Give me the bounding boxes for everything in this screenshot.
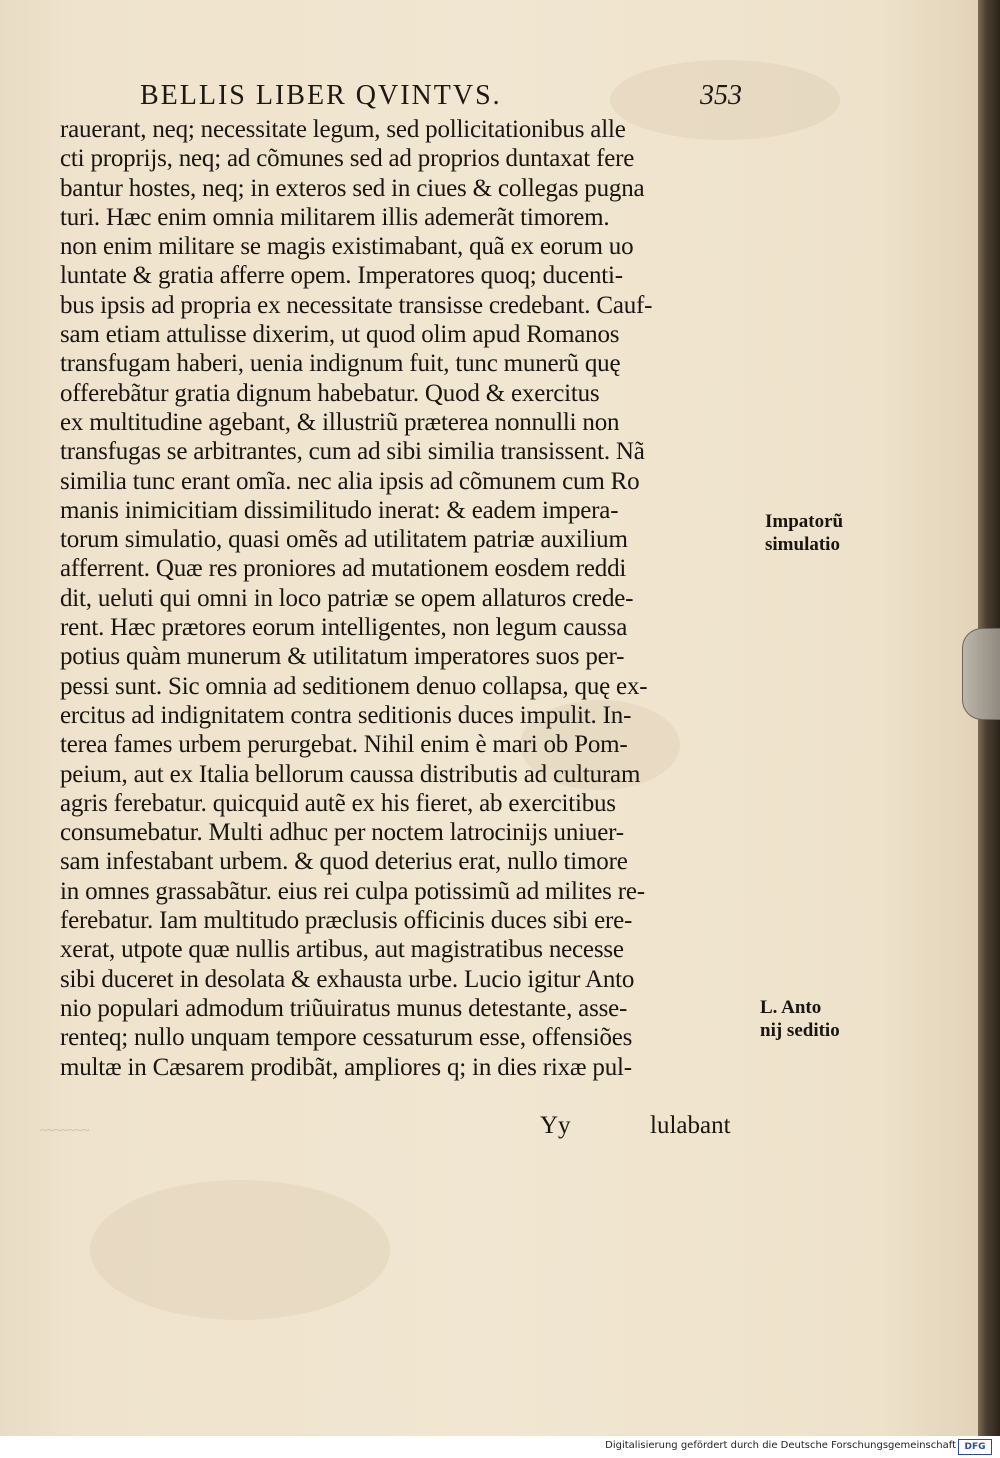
text-line: rent. Hæc prætores eorum intelligentes, non legum caussa [60,614,628,642]
text-line: ferebatur. Iam multitudo præclusis officinis duces sibi ere- [60,907,633,935]
margin-note-line: L. Anto [760,997,822,1018]
catchword: lulabant [650,1112,731,1139]
footer-bar [0,1436,1000,1458]
text-line: turi. Hæc enim omnia militarem illis ademerãt timorem. [60,203,610,231]
text-line: rauerant, neq; necessitate legum, sed pollicitationibus alle [60,116,626,143]
text-line: transfugas se arbitrantes, cum ad sibi similia transissent. Nã [60,438,645,466]
dfg-logo-icon: DFG [958,1439,992,1455]
funding-credit: Digitalisierung gefördert durch die Deutsche Forschungsgemeinschaft [605,1440,956,1451]
text-line: dit, ueluti qui omni in loco patriæ se opem allaturos crede- [60,584,634,612]
text-line: torum simulatio, quasi omẽs ad utilitatem patriæ auxilium [60,526,628,554]
paper-stain [90,1180,390,1320]
text-line: nio populari admodum triũuiratus munus detestante, asse- [60,994,628,1022]
text-line: xerat, utpote quæ nullis artibus, aut magistratibus necesse [60,936,624,964]
signature-mark: Yy [540,1112,571,1139]
text-line: bus ipsis ad propria ex necessitate transisse credebant. Cauf- [60,291,653,319]
text-line: sibi duceret in desolata & exhausta urbe. Lucio igitur Anto [60,965,635,993]
text-line: potius quàm munerum & utilitatum imperatores suos per- [60,643,625,671]
text-line: manis inimicitiam dissimilitudo inerat: & eadem impera- [60,496,619,524]
page-number: 353 [700,80,742,111]
margin-note-line: Impatorũ [765,511,844,532]
text-line: ex multitudine agebant, & illustriũ præterea nonnulli non [60,408,620,436]
text-line: peium, aut ex Italia bellorum caussa distributis ad culturam [60,760,641,788]
margin-note-line: simulatio [765,534,840,555]
text-line: consumebatur. Multi adhuc per noctem latrocinijs uniuer- [60,819,624,847]
margin-note-line: nij seditio [760,1020,840,1041]
text-line: non enim militare se magis existimabant, quã ex eorum uo [60,233,634,261]
text-line: pessi sunt. Sic omnia ad seditionem denuo collapsa, quę ex- [60,672,648,700]
margin-note-simulatio [765,510,843,556]
main-text-block [60,115,765,1082]
page-header [140,80,780,120]
text-line: luntate & gratia afferre opem. Imperatores quoq; ducenti- [60,262,623,290]
text-line: bantur hostes, neq; in exteros sed in ciues & collegas pugna [60,174,645,202]
show-through-ink: ~~~~~~~ [40,1122,90,1137]
text-line: agris ferebatur. quicquid autẽ ex his fieret, ab exercitibus [60,789,616,817]
text-line: sam etiam attulisse dixerim, ut quod olim apud Romanos [60,321,620,349]
text-line: renteq; nullo unquam tempore cessaturum esse, offensiões [60,1024,633,1052]
text-line: terea fames urbem perurgebat. Nihil enim è mari ob Pom- [60,731,628,759]
text-line: similia tunc erant omĩa. nec alia ipsis ad cõmunem cum Ro [60,467,640,495]
text-line: cti proprijs, neq; ad cõmunes sed ad proprios duntaxat fere [60,145,635,173]
running-head: BELLIS LIBER QVINTVS. [140,80,502,111]
text-line: multæ in Cæsarem prodibãt, ampliores q; in dies rixæ pul- [60,1053,632,1081]
text-line: in omnes grassabãtur. eius rei culpa potissimũ ad milites re- [60,877,645,905]
text-line: transfugam haberi, uenia indignum fuit, tunc munerũ quę [60,350,621,378]
text-line: offerebãtur gratia dignum habebatur. Quod & exercitus [60,379,600,407]
page-clip [962,628,1000,720]
text-line: afferrent. Quæ res proniores ad mutationem eosdem reddi [60,555,627,583]
text-line: ercitus ad indignitatem contra seditionis duces impulit. In- [60,701,632,729]
text-line: sam infestabant urbem. & quod deterius erat, nullo timore [60,848,628,876]
page-foot [60,1112,765,1148]
margin-note-seditio [760,996,840,1042]
